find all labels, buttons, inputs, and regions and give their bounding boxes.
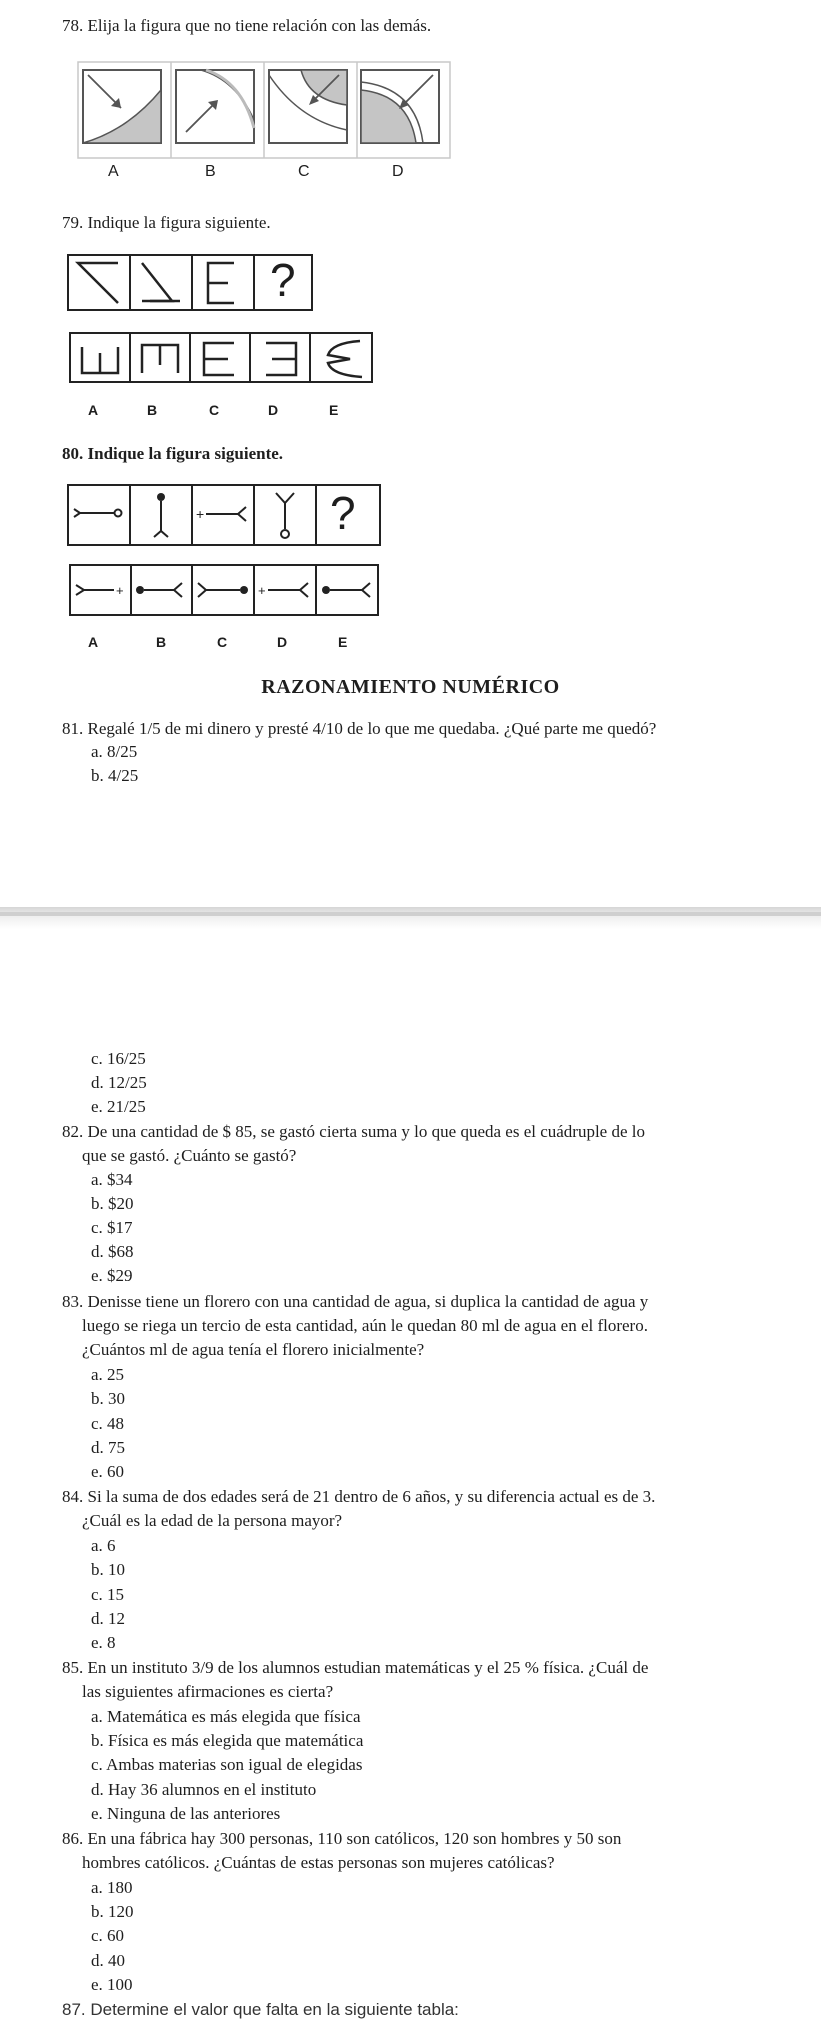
section-title: RAZONAMIENTO NUMÉRICO	[261, 676, 560, 698]
q79-options	[70, 333, 375, 398]
q84-option-b: b. 10	[91, 1560, 125, 1579]
q79-label-e: E	[329, 402, 339, 418]
q78-figure-c	[269, 70, 347, 143]
q82-option-a: a. $34	[91, 1170, 133, 1189]
q86-option-a: a. 180	[91, 1878, 133, 1897]
svg-text:+: +	[116, 583, 124, 598]
q78-figure-b	[176, 70, 254, 143]
svg-text:+: +	[196, 506, 205, 522]
q84-option-d: d. 12	[91, 1609, 125, 1628]
q83-option-b: b. 30	[91, 1389, 125, 1408]
q81-option-a: a. 8/25	[91, 742, 138, 761]
question-87-partial: 87. Determine el valor que falta en la siguiente tabla:	[62, 2000, 459, 2019]
q79-label-b: B	[147, 402, 158, 418]
question-86-line2: hombres católicos. ¿Cuántas de estas personas son mujeres católicas?	[82, 1853, 555, 1872]
q83-option-c: c. 48	[91, 1414, 125, 1433]
question-83-line3: ¿Cuántos ml de agua tenía el florero inicialmente?	[82, 1340, 425, 1359]
q80-label-e: E	[338, 634, 348, 650]
q86-option-d: d. 40	[91, 1951, 125, 1970]
page-break-divider	[0, 907, 821, 929]
q83-option-e: e. 60	[91, 1462, 125, 1481]
q80-label-b: B	[156, 634, 167, 650]
question-82-line1: 82. De una cantidad de $ 85, se gastó cierta suma y lo que queda es el cuádruple de lo	[62, 1122, 645, 1141]
q80-label-a: A	[88, 634, 99, 650]
q81-option-c: c. 16/25	[91, 1049, 146, 1068]
question-78-text: 78. Elija la figura que no tiene relación con las demás.	[62, 16, 432, 35]
question-84-line2: ¿Cuál es la edad de la persona mayor?	[82, 1511, 343, 1530]
q85-option-e: e. Ninguna de las anteriores	[91, 1804, 281, 1823]
svg-text:+: +	[258, 583, 266, 598]
page-break-line	[0, 912, 821, 916]
q85-option-a: a. Matemática es más elegida que física	[91, 1707, 361, 1726]
q79-label-d: D	[268, 402, 279, 418]
q80-label-d: D	[277, 634, 288, 650]
q82-option-e: e. $29	[91, 1266, 133, 1285]
q79-question-mark: ?	[270, 254, 296, 306]
q85-option-b: b. Física es más elegida que matemática	[91, 1731, 364, 1750]
q86-option-b: b. 120	[91, 1902, 134, 1921]
question-80-text: 80. Indique la figura siguiente.	[62, 444, 284, 463]
q79-label-a: A	[88, 402, 99, 418]
q82-option-d: d. $68	[91, 1242, 134, 1261]
q81-option-b: b. 4/25	[91, 766, 139, 785]
q78-figure-a	[83, 70, 161, 143]
q86-option-c: c. 60	[91, 1926, 125, 1945]
q82-option-c: c. $17	[91, 1218, 133, 1237]
question-82-line2: que se gastó. ¿Cuánto se gastó?	[82, 1146, 297, 1165]
q81-option-d: d. 12/25	[91, 1073, 147, 1092]
q86-option-e: e. 100	[91, 1975, 133, 1994]
question-86-line1: 86. En una fábrica hay 300 personas, 110 son católicos, 120 son hombres y 50 son	[62, 1829, 622, 1848]
q83-option-a: a. 25	[91, 1365, 125, 1384]
q78-label-d: D	[392, 163, 404, 180]
q82-option-b: b. $20	[91, 1194, 134, 1213]
q83-option-d: d. 75	[91, 1438, 125, 1457]
question-85-line2: las siguientes afirmaciones es cierta?	[82, 1682, 334, 1701]
q80-question-mark: ?	[330, 487, 356, 539]
q80-label-c: C	[217, 634, 228, 650]
q78-label-a: A	[108, 163, 119, 180]
q80-options	[70, 565, 380, 620]
question-83-line2: luego se riega un tercio de esta cantidad, aún le quedan 80 ml de agua en el florero.	[82, 1316, 648, 1335]
q81-option-e: e. 21/25	[91, 1097, 146, 1116]
q84-option-e: e. 8	[91, 1633, 116, 1652]
q78-figure-d	[361, 70, 439, 143]
question-85-line1: 85. En un instituto 3/9 de los alumnos estudian matemáticas y el 25 % física. ¿Cuál de	[62, 1658, 649, 1677]
question-83-line1: 83. Denisse tiene un florero con una cantidad de agua, si duplica la cantidad de agua y	[62, 1292, 649, 1311]
question-79-text: 79. Indique la figura siguiente.	[62, 213, 271, 232]
question-81-text: 81. Regalé 1/5 de mi dinero y presté 4/10 de lo que me quedaba. ¿Qué parte me quedó?	[62, 719, 657, 738]
question-84-line1: 84. Si la suma de dos edades será de 21 dentro de 6 años, y su diferencia actual es de 3.	[62, 1487, 656, 1506]
q85-option-d: d. Hay 36 alumnos en el instituto	[91, 1780, 317, 1799]
q78-label-c: C	[298, 163, 310, 180]
q78-label-b: B	[205, 163, 216, 180]
q84-option-c: c. 15	[91, 1585, 125, 1604]
q85-option-c: c. Ambas materias son igual de elegidas	[91, 1755, 363, 1774]
q84-option-a: a. 6	[91, 1536, 116, 1555]
q79-label-c: C	[209, 402, 220, 418]
